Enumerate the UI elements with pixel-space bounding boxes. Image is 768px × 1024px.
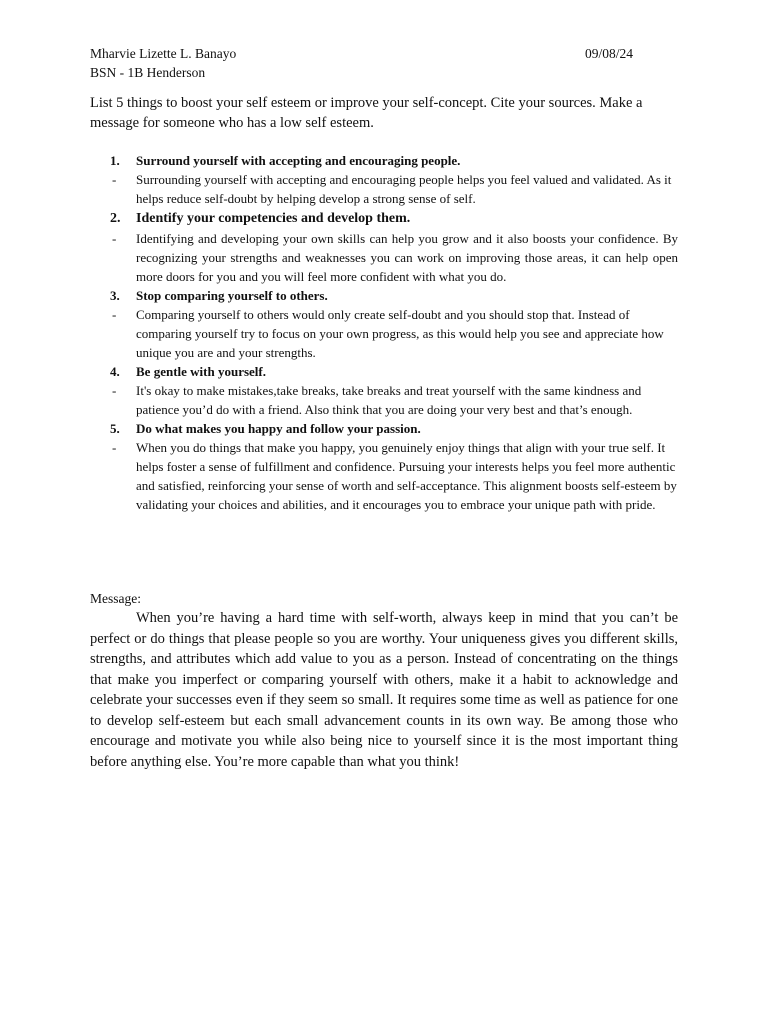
item-title: Stop comparing yourself to others. bbox=[136, 288, 328, 303]
item-title: Be gentle with yourself. bbox=[136, 364, 266, 379]
item-number: 4. bbox=[110, 364, 120, 379]
message-label: Message: bbox=[90, 591, 141, 606]
dash-bullet: - bbox=[112, 231, 117, 246]
message-paragraph: When you’re having a hard time with self-worth, always keep in mind that you can’t be perfect or do things that please people so you are worthy. Your uniqueness gives you different skills, strengths, and attributes which add value to you as a person. Instead of concentrating on the things that make you imperfect or comparing yourself with others, make it a habit to acknowledge and celebrate your successes even if they seem so small. It requires some time as well as patience for one to develop self-esteem but each small advancement counts in its own way. Be among those who encourage and motivate you while also being nice to yourself since it is the most important thing before anything else. You’re more capable than what you think! bbox=[90, 610, 678, 770]
item-number: 1. bbox=[110, 153, 120, 168]
list-item-body bbox=[90, 305, 690, 362]
item-number: 2. bbox=[110, 211, 121, 226]
item-title: Identify your competencies and develop them. bbox=[136, 211, 411, 226]
student-name: Mharvie Lizette L. Banayo bbox=[90, 46, 237, 61]
assignment-prompt: List 5 things to boost your self esteem or improve your self-concept. Cite your sources. Make a message for someone who has a low self esteem. bbox=[90, 95, 643, 131]
item-body: When you do things that make you happy, you genuinely enjoy things that align with your true self. It helps foster a sense of fulfillment and confidence. Pursuing your interests helps you feel more authentic and satisfied, reinforcing your sense of worth and self-acceptance. This alignment boosts self-esteem by validating your choices and abilities, and it encourages you to embrace your unique path with pride. bbox=[136, 440, 677, 512]
list-item-body bbox=[90, 438, 690, 514]
item-body: It's okay to make mistakes,take breaks, take breaks and treat yourself with the same kindness and patience you’d do with a friend. Also think that you are doing your very best and that’s enough. bbox=[136, 383, 642, 417]
list-item-body bbox=[90, 170, 690, 208]
item-title: Surround yourself with accepting and encouraging people. bbox=[136, 153, 461, 168]
list-item-title bbox=[90, 208, 690, 229]
dash-bullet: - bbox=[112, 440, 117, 455]
item-body: Comparing yourself to others would only create self-doubt and you should stop that. Instead of comparing yourself try to focus on your own progress, as this would help you see and appreciate how unique you are and your strengths. bbox=[136, 307, 664, 360]
item-body: Surrounding yourself with accepting and encouraging people helps you feel valued and validated. As it helps reduce self-doubt by helping develop a strong sense of self. bbox=[136, 172, 672, 206]
dash-bullet: - bbox=[112, 172, 117, 187]
list-item-title bbox=[90, 151, 690, 170]
item-body: Identifying and developing your own skills can help you grow and it also boosts your confidence. By recognizing your strengths and weaknesses you can work on improving those areas, it can help open more doors for you and you will feel more confident with what you do. bbox=[136, 231, 678, 284]
list-item-body bbox=[90, 229, 690, 286]
course-section: BSN - 1B Henderson bbox=[90, 65, 206, 80]
list-item-title bbox=[90, 286, 690, 305]
dash-bullet: - bbox=[112, 383, 117, 398]
list-item-title bbox=[90, 419, 690, 438]
item-number: 5. bbox=[110, 421, 120, 436]
dash-bullet: - bbox=[112, 307, 117, 322]
item-number: 3. bbox=[110, 288, 120, 303]
list-item-body bbox=[90, 381, 690, 419]
date: 09/08/24 bbox=[585, 46, 634, 61]
list-item-title bbox=[90, 362, 690, 381]
tips-list bbox=[90, 151, 690, 514]
item-title: Do what makes you happy and follow your passion. bbox=[136, 421, 421, 436]
